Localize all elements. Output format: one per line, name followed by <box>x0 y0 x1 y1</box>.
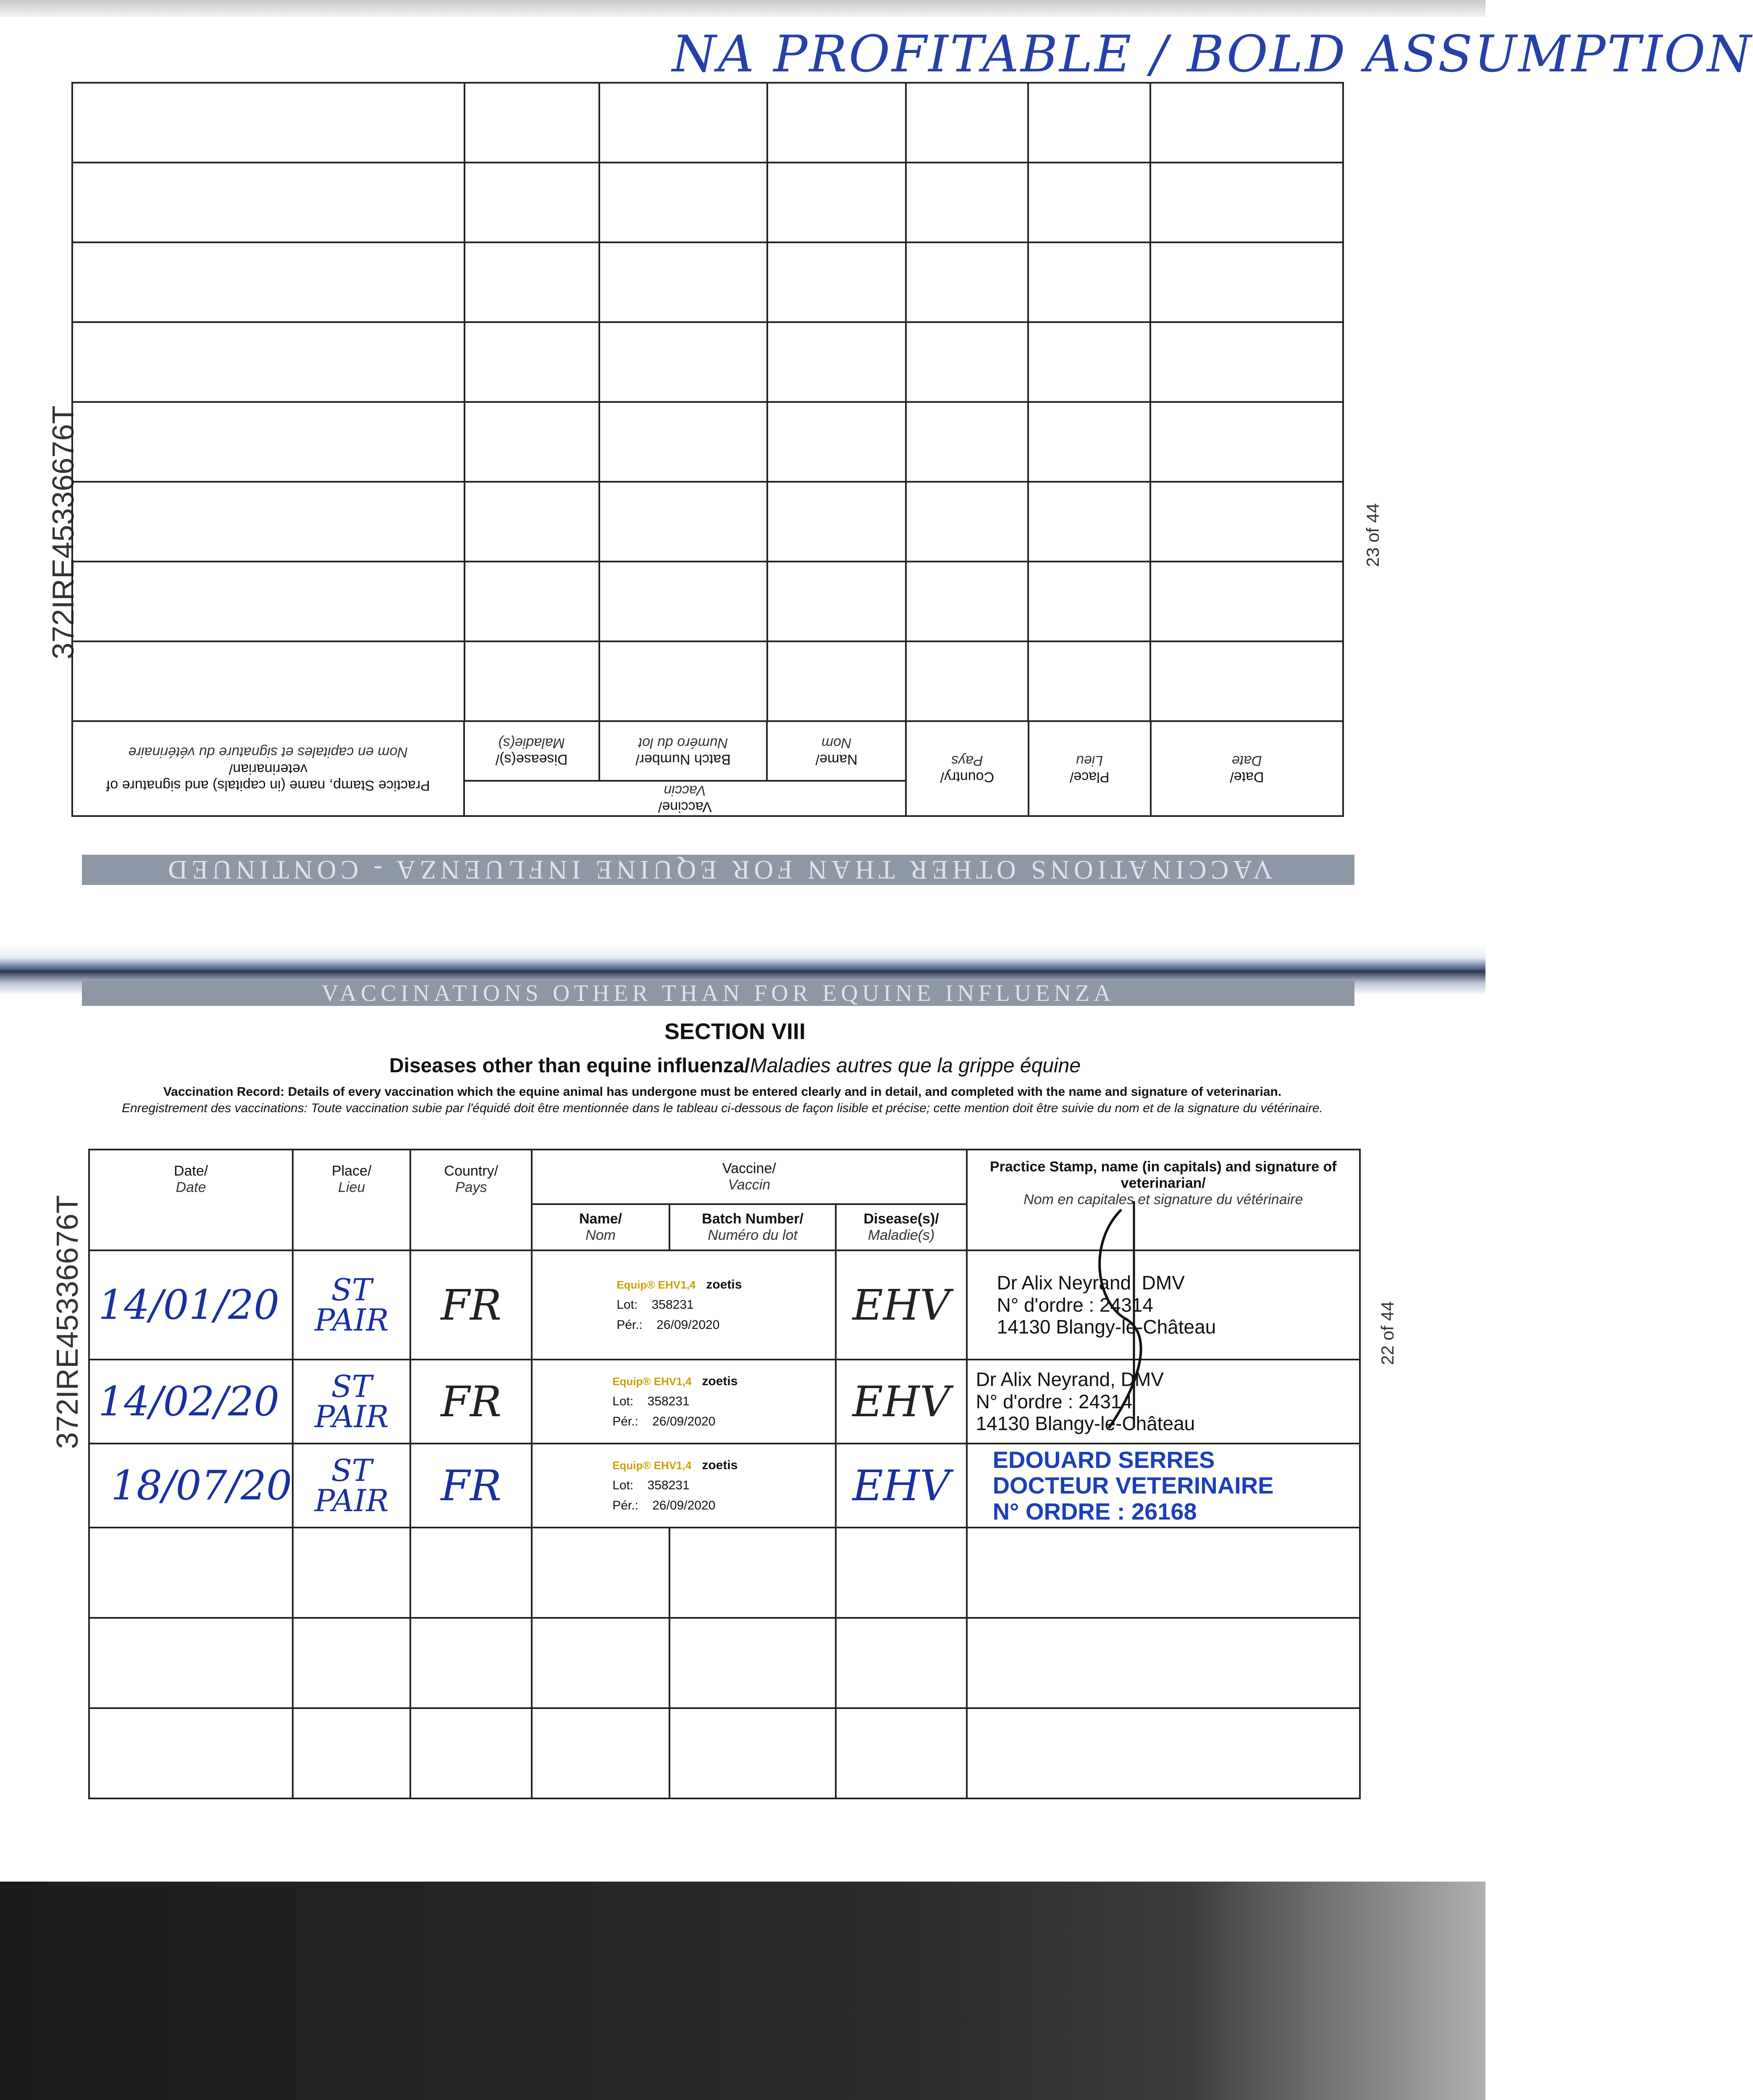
row-vaccine-sticker: Equip® EHV1,4 zoetis Lot: 358231 Pér.: 26/09/2020 <box>532 1250 836 1360</box>
table-row <box>89 1444 1360 1528</box>
row-country: FR <box>410 1444 532 1528</box>
header-stamp: Practice Stamp, name (in capitals) and signature of veterinarian/ Nom en capitales et signature du vétérinaire <box>967 1150 1360 1250</box>
header-name: Name/ Nom <box>532 1204 669 1250</box>
upper-table-header <box>71 720 1344 817</box>
header-place: Place/ Lieu <box>293 1150 410 1250</box>
section-title: SECTION VIII <box>664 1019 806 1044</box>
table-row <box>89 1708 1360 1798</box>
row-place: ST PAIR <box>293 1250 410 1360</box>
upper-page <box>0 0 1485 945</box>
row-country: FR <box>410 1360 532 1444</box>
section-subtitle <box>210 1054 1260 1077</box>
intro-fr-label: Enregistrement des vaccinations: <box>122 1101 308 1115</box>
upper-header-date: Date/ Date <box>1151 721 1343 816</box>
signature-mark <box>1071 1193 1197 1445</box>
row-stamp: Dr Alix Neyrand, DMV N° d'ordre : 24314 14130 Blangy-le-Château <box>967 1250 1360 1360</box>
intro-fr: Toute vaccination subie par l'équidé doit être mentionnée dans le tableau ci-dessous de façon lisible et précise; cette mention doit être suivie du nom et de la signature du vétérinaire. <box>311 1101 1323 1115</box>
row-stamp: Dr Alix Neyrand, DMV N° d'ordre : 24314 14130 Blangy-le-Château <box>967 1360 1360 1444</box>
row-date: 14/02/20 <box>89 1360 293 1444</box>
upper-header-name: Name/ Nom <box>767 721 906 781</box>
upper-header-disease: Disease(s)/ Maladie(s) <box>464 721 599 781</box>
table-row <box>89 1618 1360 1708</box>
row-place: ST PAIR <box>293 1360 410 1444</box>
upper-vaccination-table <box>71 82 1344 817</box>
header-batch: Batch Number/ Numéro du lot <box>669 1204 836 1250</box>
header-disease: Disease(s)/ Maladie(s) <box>836 1204 966 1250</box>
upper-header-vaccine: Vaccine/ Vaccin <box>464 781 906 816</box>
upper-vertical-id: 372IRE45336676T <box>47 405 80 659</box>
header-country: Country/ Pays <box>410 1150 532 1250</box>
subtitle-en: Diseases other than equine influenza/ <box>389 1055 750 1077</box>
row-date: 18/07/20 <box>89 1444 293 1528</box>
row-disease: EHV <box>836 1250 966 1360</box>
row-disease: EHV <box>836 1444 966 1528</box>
row-place: ST PAIR <box>293 1444 410 1528</box>
handwritten-note: NA PROFITABLE / BOLD ASSUMPTION <box>672 25 1753 84</box>
lower-vertical-id: 372IRE45336676T <box>51 1195 84 1449</box>
upper-page-number: 23 of 44 <box>1363 503 1383 567</box>
header-vaccine: Vaccine/ Vaccin <box>532 1150 966 1204</box>
row-vaccine-sticker: Equip® EHV1,4 zoetis Lot: 358231 Pér.: 26/09/2020 <box>532 1444 836 1528</box>
header-date: Date/ Date <box>89 1150 293 1250</box>
lower-page-number: 22 of 44 <box>1378 1301 1397 1365</box>
upper-header-stamp: Practice Stamp, name (in capitals) and signature of veterinarian/ Nom en capitales et signature du vétérinaire <box>72 721 464 816</box>
upper-header-country: Country/ Pays <box>906 721 1029 816</box>
upper-header-batch: Batch Number/ Numéro du lot <box>599 721 767 781</box>
intro-en: Details of every vaccination which the equine animal has undergone must be entered clearly and in detail, and completed with the name and signature of veterinarian. <box>288 1085 1282 1099</box>
table-row <box>89 1528 1360 1618</box>
row-disease: EHV <box>836 1360 966 1444</box>
upper-table-body <box>71 82 1344 722</box>
subtitle-fr: Maladies autres que la grippe équine <box>750 1055 1081 1077</box>
intro-en-label: Vaccination Record: <box>163 1085 285 1099</box>
upper-section-banner: VACCINATIONS OTHER THAN FOR EQUINE INFLUENZA - CONTINUED <box>82 855 1354 885</box>
lower-section-banner: VACCINATIONS OTHER THAN FOR EQUINE INFLUENZA <box>82 981 1354 1006</box>
row-country: FR <box>410 1250 532 1360</box>
upper-header-place: Place/ Lieu <box>1029 721 1151 816</box>
row-date: 14/01/20 <box>89 1250 293 1360</box>
row-stamp: EDOUARD SERRES DOCTEUR VETERINAIRE N° ORDRE : 26168 <box>967 1444 1360 1528</box>
scan-bottom-shadow <box>0 1882 1485 2100</box>
row-vaccine-sticker: Equip® EHV1,4 zoetis Lot: 358231 Pér.: 26/09/2020 <box>532 1360 836 1444</box>
intro-text <box>84 1084 1361 1116</box>
